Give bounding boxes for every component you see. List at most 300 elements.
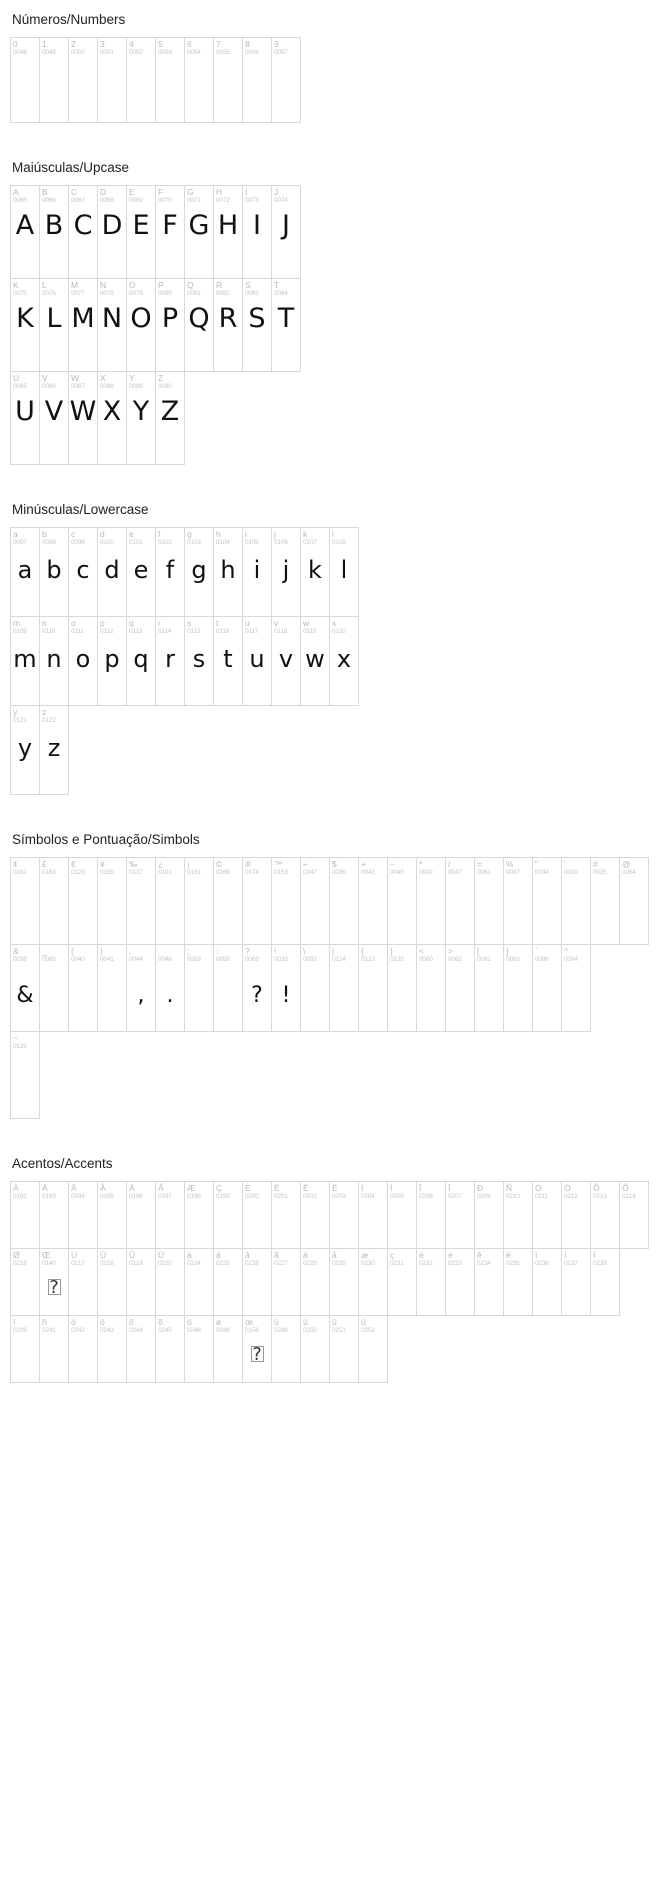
- glyph-code-label: 0070: [158, 197, 172, 204]
- glyph-char-label: Ñ: [506, 1183, 513, 1193]
- glyph-preview: .: [166, 983, 174, 1008]
- glyph-cell[interactable]: [301, 858, 330, 944]
- glyph-code-label: 0225: [216, 1260, 230, 1267]
- glyph-cell[interactable]: [40, 617, 69, 705]
- glyph-code-label: 0244: [129, 1327, 143, 1334]
- glyph-char-label: L: [42, 280, 47, 290]
- glyph-cell[interactable]: [156, 1182, 185, 1248]
- glyph-cell[interactable]: [533, 1182, 562, 1248]
- glyph-char-label: é: [448, 1250, 453, 1260]
- glyph-code-label: 0040: [71, 956, 85, 963]
- glyph-cell[interactable]: [272, 945, 301, 1031]
- glyph-code-label: 0217: [71, 1260, 85, 1267]
- glyph-cell[interactable]: [98, 1249, 127, 1315]
- glyph-cell[interactable]: [40, 279, 69, 371]
- glyph-cell[interactable]: [40, 945, 69, 1031]
- glyph-char-label: ï: [13, 1317, 16, 1327]
- glyph-char-label: ): [100, 946, 103, 956]
- glyph-cell[interactable]: [301, 945, 330, 1031]
- glyph-cell[interactable]: [446, 1182, 475, 1248]
- glyph-cell[interactable]: [11, 1316, 40, 1382]
- glyph-cell[interactable]: [417, 1182, 446, 1248]
- glyph-cell[interactable]: [214, 945, 243, 1031]
- glyph-char-label: Û: [129, 1250, 136, 1260]
- section-spacer: [0, 1118, 661, 1144]
- glyph-code-label: 0054: [187, 49, 201, 56]
- glyph-char-label: P: [158, 280, 164, 290]
- glyph-cell[interactable]: [243, 945, 272, 1031]
- glyph-cell[interactable]: [504, 858, 533, 944]
- glyph-cell[interactable]: [272, 617, 301, 705]
- glyph-cell[interactable]: [156, 945, 185, 1031]
- glyph-char-label: Ï: [448, 1183, 451, 1193]
- glyph-char-label: å: [332, 1250, 337, 1260]
- glyph-cell[interactable]: [417, 1249, 446, 1315]
- glyph-code-label: 0112: [100, 628, 114, 635]
- glyph-code-label: 0242: [71, 1327, 85, 1334]
- glyph-code-label: 0036: [332, 869, 346, 876]
- glyph-cell[interactable]: [214, 528, 243, 616]
- glyph-preview: i: [253, 556, 261, 584]
- section-spacer: [0, 464, 661, 490]
- glyph-code-label: 0102: [158, 539, 172, 546]
- glyph-cell[interactable]: [330, 1249, 359, 1315]
- glyph-char-label: e: [129, 529, 134, 539]
- glyph-cell[interactable]: [185, 1316, 214, 1382]
- glyph-cell[interactable]: [185, 1182, 214, 1248]
- glyph-cell[interactable]: [40, 528, 69, 616]
- glyph-code-label: 0232: [419, 1260, 433, 1267]
- glyph-preview: T: [277, 303, 295, 334]
- glyph-char-label: V: [42, 373, 48, 383]
- glyph-cell[interactable]: [127, 279, 156, 371]
- glyph-code-label: 0099: [71, 539, 85, 546]
- glyph-char-label: ÷: [303, 859, 308, 869]
- glyph-char-label: ¿: [158, 859, 164, 869]
- glyph-code-label: 0137: [129, 869, 143, 876]
- glyph-char-label: ö: [187, 1317, 192, 1327]
- glyph-char-label: r: [158, 618, 161, 628]
- glyph-char-label: M: [71, 280, 79, 290]
- glyph-code-label: 0103: [187, 539, 201, 546]
- glyph-cell[interactable]: [272, 528, 301, 616]
- glyph-cell[interactable]: [214, 858, 243, 944]
- glyph-char-label: æ: [361, 1250, 369, 1260]
- glyph-cell[interactable]: [330, 528, 359, 616]
- glyph-code-label: 0038: [13, 956, 27, 963]
- glyph-cell[interactable]: [40, 38, 69, 122]
- glyph-cell[interactable]: [330, 617, 359, 705]
- glyph-cell[interactable]: [40, 186, 69, 278]
- glyph-char-label: }: [390, 946, 393, 956]
- glyph-code-label: 0082: [216, 290, 230, 297]
- glyph-cell[interactable]: [98, 38, 127, 122]
- glyph-code-label: 0116: [216, 628, 230, 635]
- glyph-char-label: ã: [274, 1250, 279, 1260]
- glyph-code-label: 0039: [564, 869, 578, 876]
- glyph-code-label: 0042: [419, 869, 433, 876]
- glyph-code-label: 0046: [158, 956, 172, 963]
- glyph-code-label: 0053: [158, 49, 172, 56]
- glyph-cell[interactable]: [620, 1182, 649, 1248]
- glyph-cell[interactable]: [475, 1249, 504, 1315]
- glyph-char-label: Ç: [216, 1183, 223, 1193]
- glyph-cell[interactable]: [562, 1249, 591, 1315]
- glyph-cell[interactable]: [69, 372, 98, 464]
- glyph-char-label: $: [332, 859, 337, 869]
- glyph-cell[interactable]: [69, 945, 98, 1031]
- glyph-cell[interactable]: [475, 1182, 504, 1248]
- glyph-cell[interactable]: [127, 38, 156, 122]
- glyph-preview: D: [101, 210, 123, 241]
- glyph-cell[interactable]: [11, 38, 40, 122]
- glyph-code-label: 0204: [361, 1193, 375, 1200]
- glyph-cell[interactable]: [40, 706, 69, 794]
- glyph-cell[interactable]: [69, 1182, 98, 1248]
- glyph-code-label: 0090: [158, 383, 172, 390]
- glyph-cell[interactable]: [301, 528, 330, 616]
- glyph-cell[interactable]: [127, 858, 156, 944]
- glyph-cell[interactable]: [40, 372, 69, 464]
- glyph-char-label: ¢: [13, 859, 18, 869]
- glyph-cell[interactable]: [388, 945, 417, 1031]
- glyph-cell[interactable]: [214, 1316, 243, 1382]
- glyph-cell[interactable]: [11, 186, 40, 278]
- glyph-cell[interactable]: [562, 858, 591, 944]
- glyph-cell[interactable]: [214, 279, 243, 371]
- glyph-cell[interactable]: [272, 279, 301, 371]
- glyph-preview: K: [16, 303, 34, 334]
- glyph-cell[interactable]: [243, 858, 272, 944]
- glyph-code-label: 0115: [187, 628, 201, 635]
- glyph-cell[interactable]: [69, 617, 98, 705]
- glyph-code-label: 0234: [477, 1260, 491, 1267]
- glyph-cell[interactable]: [475, 858, 504, 944]
- glyph-row: [10, 705, 69, 795]
- glyph-code-label: 0239: [13, 1327, 27, 1334]
- glyph-code-label: 0125: [390, 956, 404, 963]
- glyph-cell[interactable]: [214, 38, 243, 122]
- glyph-char-label: Ø: [13, 1250, 20, 1260]
- glyph-cell[interactable]: [562, 1182, 591, 1248]
- glyph-char-label: f: [158, 529, 161, 539]
- glyph-char-label: Y: [129, 373, 135, 383]
- glyph-code-label: 0107: [303, 539, 317, 546]
- glyph-code-label: 0052: [129, 49, 143, 56]
- glyph-char-label: d: [100, 529, 105, 539]
- glyph-cell[interactable]: [156, 617, 185, 705]
- glyph-cell[interactable]: [11, 945, 40, 1031]
- glyph-cell[interactable]: [185, 38, 214, 122]
- glyph-cell[interactable]: [272, 186, 301, 278]
- missing-glyph-icon: ?: [252, 1344, 262, 1365]
- glyph-cell[interactable]: [359, 945, 388, 1031]
- glyph-cell[interactable]: [69, 1316, 98, 1382]
- glyph-cell[interactable]: [417, 945, 446, 1031]
- glyph-cell[interactable]: [11, 279, 40, 371]
- glyph-cell[interactable]: [446, 945, 475, 1031]
- glyph-char-label: ": [535, 859, 539, 869]
- glyph-code-label: 0096: [535, 956, 549, 963]
- glyph-cell[interactable]: [243, 279, 272, 371]
- glyph-cell[interactable]: [98, 858, 127, 944]
- glyph-cell[interactable]: [330, 858, 359, 944]
- glyph-char-label: ‰: [129, 859, 138, 869]
- glyph-cell[interactable]: [98, 372, 127, 464]
- glyph-cell[interactable]: [98, 1182, 127, 1248]
- glyph-cell[interactable]: [11, 1182, 40, 1248]
- glyph-code-label: 0126: [13, 1043, 27, 1050]
- glyph-preview: &: [16, 983, 34, 1008]
- glyph-cell[interactable]: [620, 858, 649, 944]
- glyph-cell[interactable]: [359, 858, 388, 944]
- glyph-char-label: 0: [13, 39, 18, 49]
- glyph-code-label: 0092: [303, 956, 317, 963]
- glyph-cell[interactable]: [156, 1249, 185, 1315]
- glyph-char-label: W: [71, 373, 80, 383]
- glyph-cell[interactable]: [359, 1316, 388, 1382]
- glyph-cell[interactable]: [504, 1249, 533, 1315]
- section-title: Minúsculas/Lowercase: [12, 502, 149, 517]
- glyph-cell[interactable]: [243, 1249, 272, 1315]
- glyph-preview: J: [282, 210, 290, 241]
- glyph-cell[interactable]: [185, 279, 214, 371]
- glyph-cell[interactable]: [301, 617, 330, 705]
- glyph-cell[interactable]: [40, 1182, 69, 1248]
- glyph-section: [0, 820, 661, 1119]
- glyph-cell[interactable]: [185, 617, 214, 705]
- glyph-row: [10, 944, 591, 1032]
- glyph-preview: u: [249, 645, 265, 673]
- glyph-preview: !: [281, 983, 291, 1008]
- glyph-code-label: 0087: [71, 383, 85, 390]
- glyph-code-label: 0084: [274, 290, 288, 297]
- glyph-cell[interactable]: [156, 372, 185, 464]
- glyph-row: [10, 1248, 620, 1316]
- glyph-char-label: á: [216, 1250, 221, 1260]
- glyph-char-label: m: [13, 618, 21, 628]
- glyph-cell[interactable]: [185, 1249, 214, 1315]
- glyph-cell[interactable]: [504, 1182, 533, 1248]
- glyph-cell[interactable]: [591, 858, 620, 944]
- glyph-cell[interactable]: [69, 528, 98, 616]
- glyph-cell[interactable]: [156, 858, 185, 944]
- glyph-cell[interactable]: [98, 945, 127, 1031]
- glyph-cell[interactable]: [272, 1182, 301, 1248]
- glyph-char-label: R: [216, 280, 223, 290]
- glyph-cell[interactable]: [330, 945, 359, 1031]
- glyph-cell[interactable]: [301, 1249, 330, 1315]
- glyph-cell[interactable]: [69, 186, 98, 278]
- glyph-preview: f: [165, 556, 175, 584]
- glyph-cell[interactable]: [127, 1249, 156, 1315]
- glyph-cell[interactable]: [243, 528, 272, 616]
- glyph-code-label: 0078: [100, 290, 114, 297]
- glyph-char-label: É: [274, 1183, 280, 1193]
- glyph-cell[interactable]: [243, 1182, 272, 1248]
- glyph-cell[interactable]: [243, 617, 272, 705]
- glyph-cell[interactable]: [127, 945, 156, 1031]
- glyph-code-label: 0192: [13, 1193, 27, 1200]
- glyph-grid: [0, 527, 661, 795]
- glyph-cell[interactable]: [301, 1316, 330, 1382]
- glyph-cell[interactable]: [156, 186, 185, 278]
- glyph-code-label: 0049: [42, 49, 56, 56]
- glyph-cell[interactable]: [11, 617, 40, 705]
- glyph-cell[interactable]: [156, 279, 185, 371]
- glyph-cell[interactable]: [359, 1182, 388, 1248]
- glyph-cell[interactable]: [156, 1316, 185, 1382]
- glyph-code-label: 0201: [274, 1193, 288, 1200]
- glyph-cell[interactable]: [243, 186, 272, 278]
- glyph-cell[interactable]: [11, 1249, 40, 1315]
- glyph-section: [0, 490, 661, 795]
- glyph-cell[interactable]: [69, 279, 98, 371]
- glyph-char-label: 8: [245, 39, 250, 49]
- glyph-cell[interactable]: [127, 528, 156, 616]
- glyph-cell[interactable]: [417, 858, 446, 944]
- glyph-preview: X: [102, 396, 122, 427]
- glyph-char-label: =: [477, 859, 482, 869]
- glyph-cell[interactable]: [127, 617, 156, 705]
- glyph-cell[interactable]: [185, 945, 214, 1031]
- glyph-cell[interactable]: [272, 38, 301, 122]
- glyph-cell[interactable]: [330, 1182, 359, 1248]
- glyph-code-label: 0210: [506, 1193, 520, 1200]
- glyph-cell[interactable]: [533, 1249, 562, 1315]
- glyph-cell[interactable]: [388, 858, 417, 944]
- glyph-cell[interactable]: [127, 372, 156, 464]
- glyph-code-label: 0113: [129, 628, 143, 635]
- glyph-char-label: 5: [158, 39, 163, 49]
- glyph-char-label: _: [42, 946, 47, 956]
- glyph-char-label: (: [71, 946, 74, 956]
- glyph-cell[interactable]: [185, 186, 214, 278]
- glyph-cell[interactable]: [562, 945, 591, 1031]
- glyph-cell[interactable]: [185, 528, 214, 616]
- glyph-char-label: N: [100, 280, 107, 290]
- glyph-cell[interactable]: [533, 945, 562, 1031]
- glyph-preview: p: [104, 645, 120, 673]
- glyph-cell[interactable]: [504, 945, 533, 1031]
- glyph-preview: C: [73, 210, 93, 241]
- glyph-grid: [0, 37, 661, 123]
- glyph-cell[interactable]: [11, 706, 40, 794]
- glyph-cell[interactable]: [98, 186, 127, 278]
- glyph-char-label: Ü: [158, 1250, 165, 1260]
- glyph-cell[interactable]: [446, 1249, 475, 1315]
- glyph-cell[interactable]: [214, 1182, 243, 1248]
- glyph-cell[interactable]: [98, 617, 127, 705]
- glyph-cell[interactable]: [591, 1249, 620, 1315]
- glyph-code-label: 0106: [274, 539, 288, 546]
- glyph-preview: q: [133, 645, 149, 673]
- glyph-cell[interactable]: [98, 279, 127, 371]
- glyph-code-label: 0056: [245, 49, 259, 56]
- glyph-code-label: 0202: [303, 1193, 317, 1200]
- glyph-preview: m: [13, 645, 37, 673]
- glyph-code-label: 0122: [42, 717, 56, 724]
- glyph-char-label: z: [42, 707, 47, 717]
- glyph-preview: ?: [251, 983, 263, 1008]
- glyph-char-label: s: [187, 618, 192, 628]
- glyph-code-label: 0153: [274, 869, 288, 876]
- glyph-cell[interactable]: [388, 1249, 417, 1315]
- glyph-code-label: 0251: [332, 1327, 346, 1334]
- glyph-row: [10, 527, 359, 617]
- glyph-cell[interactable]: [533, 858, 562, 944]
- glyph-cell[interactable]: [11, 1032, 40, 1118]
- glyph-cell[interactable]: [330, 1316, 359, 1382]
- glyph-cell[interactable]: [214, 617, 243, 705]
- glyph-char-label: ©: [216, 859, 223, 869]
- glyph-preview: d: [104, 556, 120, 584]
- glyph-cell[interactable]: [272, 1249, 301, 1315]
- glyph-cell[interactable]: [11, 372, 40, 464]
- glyph-preview: c: [76, 556, 90, 584]
- glyph-char-label: Ò: [535, 1183, 542, 1193]
- glyph-char-label: B: [42, 187, 48, 197]
- glyph-code-label: 0058: [216, 956, 230, 963]
- glyph-cell[interactable]: [475, 945, 504, 1031]
- glyph-code-label: 0074: [274, 197, 288, 204]
- glyph-cell[interactable]: [185, 858, 214, 944]
- glyph-cell[interactable]: [127, 1182, 156, 1248]
- glyph-code-label: 0140: [42, 1260, 56, 1267]
- glyph-code-label: 0051: [100, 49, 114, 56]
- glyph-code-label: 0108: [332, 539, 346, 546]
- glyph-cell[interactable]: [446, 858, 475, 944]
- glyph-cell[interactable]: [127, 1316, 156, 1382]
- glyph-cell[interactable]: [40, 1316, 69, 1382]
- glyph-char-label: y: [13, 707, 18, 717]
- glyph-code-label: 0229: [332, 1260, 346, 1267]
- glyph-cell[interactable]: [127, 186, 156, 278]
- glyph-cell[interactable]: [272, 1316, 301, 1382]
- glyph-cell[interactable]: [214, 186, 243, 278]
- glyph-cell[interactable]: [243, 38, 272, 122]
- glyph-preview: R: [218, 303, 238, 334]
- glyph-cell[interactable]: [40, 1249, 69, 1315]
- glyph-cell[interactable]: [98, 1316, 127, 1382]
- glyph-cell[interactable]: [11, 858, 40, 944]
- glyph-code-label: 0105: [245, 539, 259, 546]
- glyph-cell[interactable]: [40, 858, 69, 944]
- glyph-cell[interactable]: [156, 528, 185, 616]
- glyph-code-label: 0117: [245, 628, 259, 635]
- glyph-cell[interactable]: [272, 858, 301, 944]
- glyph-cell[interactable]: [69, 858, 98, 944]
- glyph-preview: k: [308, 556, 322, 584]
- glyph-cell[interactable]: [388, 1182, 417, 1248]
- glyph-cell[interactable]: [69, 1249, 98, 1315]
- glyph-cell[interactable]: [156, 38, 185, 122]
- glyph-preview: t: [223, 645, 233, 673]
- glyph-cell[interactable]: [591, 1182, 620, 1248]
- glyph-char-label: í: [564, 1250, 567, 1260]
- glyph-char-label: ®: [245, 859, 252, 869]
- glyph-char-label: Ë: [332, 1183, 338, 1193]
- glyph-cell[interactable]: [359, 1249, 388, 1315]
- glyph-preview: V: [44, 396, 64, 427]
- glyph-cell[interactable]: [243, 1316, 272, 1382]
- glyph-cell[interactable]: [98, 528, 127, 616]
- glyph-cell[interactable]: [301, 1182, 330, 1248]
- glyph-cell[interactable]: [11, 528, 40, 616]
- glyph-code-label: 0085: [13, 383, 27, 390]
- glyph-cell[interactable]: [69, 38, 98, 122]
- glyph-cell[interactable]: [214, 1249, 243, 1315]
